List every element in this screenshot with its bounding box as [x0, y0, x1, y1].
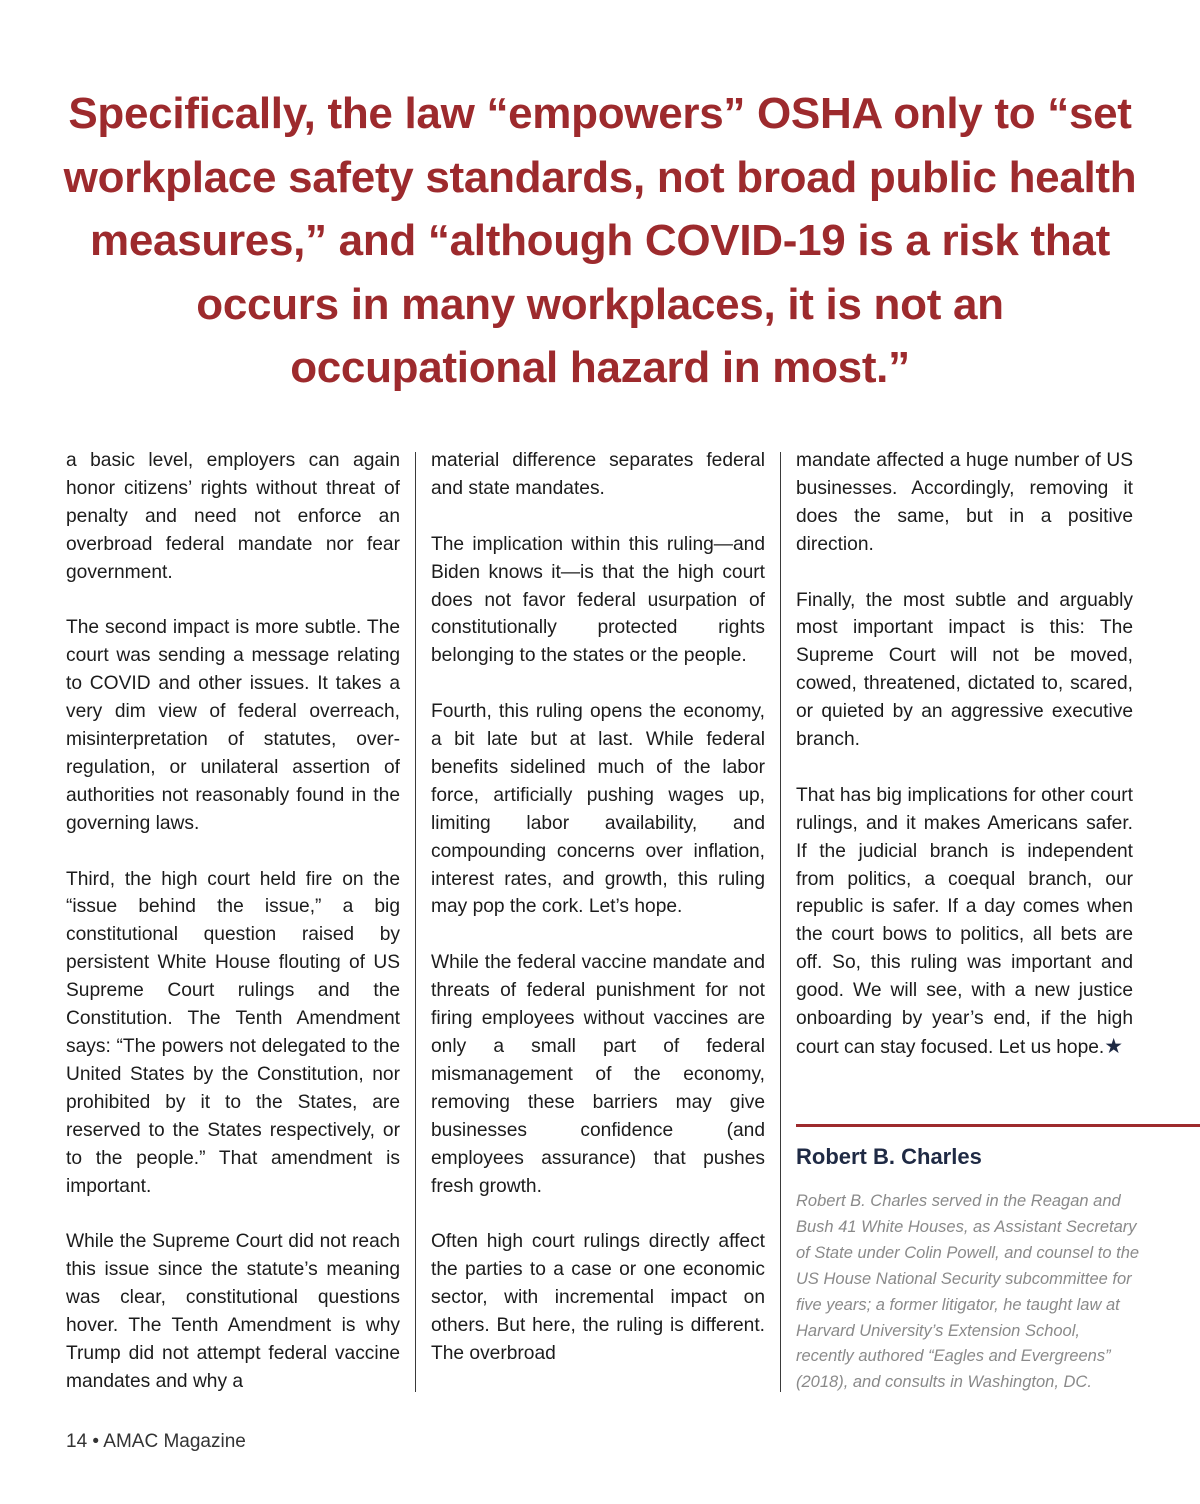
author-name: Robert B. Charles — [796, 1144, 982, 1169]
article-column-2 — [431, 447, 765, 1368]
article-column-3 — [796, 447, 1133, 1062]
paragraph-final — [796, 782, 1133, 1062]
paragraph: While the Supreme Court did not reach this issue since the statute’s meaning was clear, constitutional questions hover. The Tenth Amendment is why Trump did not attempt federal vaccine mandates and why a — [66, 1231, 400, 1392]
paragraph: Fourth, this ruling opens the economy, a bit late but at last. While federal benefits sidelined much of the labor force, artificially pushing wages up, limiting labor availability, and compounding concerns over inflation, interest rates, and growth, this ruling may pop the cork. Let’s hope. — [431, 701, 765, 918]
star-icon: ★ — [1104, 1035, 1124, 1058]
paragraph: The second impact is more subtle. The court was sending a message relating to COVID and other issues. It takes a very dim view of federal overreach, misinterpretation of statutes, over-regulation, or unilateral assertion of authorities not reasonably found in the governing laws. — [66, 617, 400, 834]
author-bio: Robert B. Charles served in the Reagan and Bush 41 White Houses, as Assistant Secretary of State under Colin Powell, and counsel to the US House National Security subcommittee for five years; a former litigator, he taught law at Harvard University’s Extension School, recently authored “Eagles and Evergreens” (2018), and consults in Washington, DC. — [796, 1192, 1140, 1392]
paragraph: Often high court rulings directly affect the parties to a case or one economic sector, with incremental impact on others. But here, the ruling is different. The overbroad — [431, 1231, 765, 1364]
paragraph: a basic level, employers can again honor citizens’ rights without threat of penalty and need not enforce an overbroad federal mandate nor fear government. — [66, 450, 400, 583]
column-divider — [780, 452, 781, 1392]
paragraph-text: That has big implications for other court rulings, and it makes Americans safer. If the judicial branch is independent from politics, a coequal branch, our republic is safer. If a day comes when the court bows to politics, all bets are off. So, this ruling was important and good. We will see, with a new justice onboarding by year’s end, if the high court can stay focused. Let us hope. — [796, 784, 1133, 1058]
paragraph: Third, the high court held fire on the “issue behind the issue,” a big constitutional question raised by persistent White House flouting of US Supreme Court rulings and the Constitution. The Tenth Amendment says: “The powers not delegated to the United States by the Constitution, nor prohibited by it to the States, are reserved to the States respectively, or to the people.” That amendment is important. — [66, 868, 400, 1197]
paragraph: The implication within this ruling—and Biden knows it—is that the high court does not favor federal usurpation of constitutionally protected rights belonging to the states or the people. — [431, 533, 765, 667]
paragraph: Finally, the most subtle and arguably most important impact is this: The Supreme Court will not be moved, cowed, threatened, dictated to, scared, or quieted by an aggressive executive branch. — [796, 589, 1133, 751]
author-bio-rule — [796, 1124, 1200, 1127]
column-divider — [415, 452, 416, 1392]
article-column-1 — [66, 447, 400, 1396]
page-folio: 14 • AMAC Magazine — [66, 1431, 246, 1452]
paragraph: material difference separates federal and state mandates. — [431, 450, 765, 499]
paragraph: While the federal vaccine mandate and threats of federal punishment for not firing employees without vaccines are only a small part of federal mismanagement of the economy, removing these barriers may give businesses confidence (and employees assurance) that pushes fresh growth. — [431, 952, 765, 1197]
paragraph: mandate affected a huge number of US businesses. Accordingly, removing it does the same, but in a positive direction. — [796, 450, 1133, 555]
pull-quote: Specifically, the law “empowers” OSHA only to “set workplace safety standards, not broad public health measures,” and “although COVID-19 is a risk that occurs in many workplaces, it is not an occupational hazard in most.” — [63, 89, 1137, 392]
